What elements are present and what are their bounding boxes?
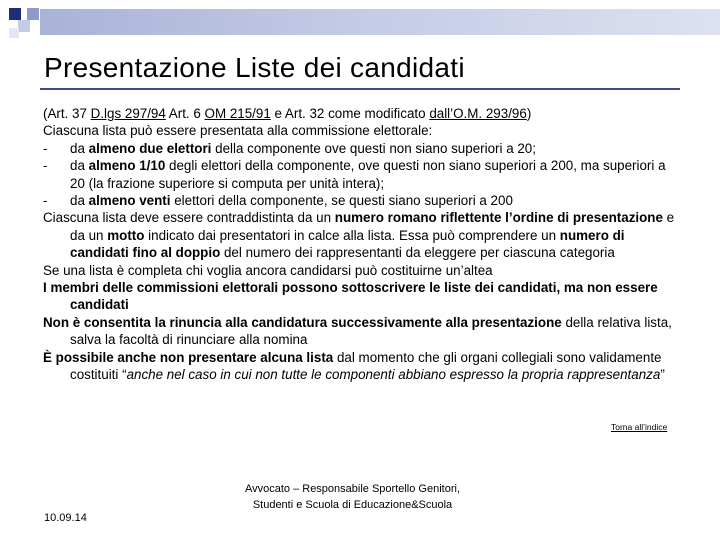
para-text: dal momento che gli organi collegiali sono validamente costituiti “ <box>70 349 662 383</box>
slide-body <box>43 105 683 384</box>
paragraph-commission <box>43 279 683 314</box>
para-italic: anche nel caso in cui non tutte le componenti abbiano espresso la propria rappresentanza <box>126 367 661 383</box>
item-text: da <box>70 193 89 209</box>
intro-line: Ciascuna lista può essere presentata alla commissione elettorale: <box>43 123 433 139</box>
bullet-dash: - <box>43 140 48 156</box>
paragraph-list-id <box>43 209 683 261</box>
item-bold: almeno venti <box>88 193 171 209</box>
ref-text: Art. 6 <box>165 106 205 121</box>
ref-text: e Art. 32 come modificato <box>270 106 430 121</box>
deco-square-light <box>18 20 30 32</box>
ref-link-om[interactable]: OM 215/91 <box>204 106 271 121</box>
deco-square-mid <box>27 8 39 20</box>
legal-references <box>43 105 683 122</box>
slide-date: 10.09.14 <box>44 512 87 524</box>
slide-footer: Avvocato – Responsabile Sportello Genitori, Studenti e Scuola di Educazione&Scuola <box>244 483 461 511</box>
para-text: ” <box>660 367 665 383</box>
title-rule <box>40 88 680 90</box>
list-item <box>43 192 683 209</box>
para-text: e da un <box>70 210 675 243</box>
para-text: della relativa lista, salva la facoltà di rinunciare alla nomina <box>70 314 672 348</box>
slide-title: Presentazione Liste dei candidati <box>44 52 465 83</box>
para-bold: È possibile anche non presentare alcuna lista <box>43 349 334 365</box>
item-text: da <box>70 140 89 156</box>
paragraph-no-list <box>43 349 683 384</box>
para-text: Ciascuna lista deve essere contraddistinta da un <box>43 210 335 226</box>
bullet-dash: - <box>43 193 48 209</box>
item-text: degli elettori della componente, ove questi non siano superiori a 200, ma superiori a 20 (la frazione superiore si computa per unità intera); <box>70 158 666 191</box>
ref-link-om-293[interactable]: dall’O.M. 293/96 <box>429 106 527 121</box>
list-item <box>43 140 683 157</box>
item-text: elettori della componente, se questi siano superiori a 200 <box>170 193 513 209</box>
para-bold: motto <box>107 227 145 243</box>
item-text: della componente ove questi non siano superiori a 20; <box>211 140 536 156</box>
item-text: da <box>70 158 89 174</box>
deco-square-dark <box>9 8 21 20</box>
para-text: del numero dei rappresentanti da eleggere per ciascuna categoria <box>220 245 615 261</box>
para-bold: Non è consentita la rinuncia alla candidatura successivamente alla presentazione <box>43 314 562 330</box>
paragraph-new-list: Se una lista è completa chi voglia ancora candidarsi può costituirne un’altea <box>43 262 493 278</box>
back-to-index-link[interactable]: Torna all’indice <box>611 422 668 432</box>
para-bold: numero romano riflettente l’ordine di presentazione <box>334 210 663 226</box>
ref-link-dlgs[interactable]: D.lgs 297/94 <box>90 106 166 121</box>
deco-square-pale <box>9 28 19 38</box>
ref-text: ) <box>526 106 532 121</box>
bullet-dash: - <box>43 158 48 174</box>
para-text: indicato dai presentatori in calce alla lista. Essa può comprendere un <box>144 227 560 243</box>
item-bold: almeno 1/10 <box>88 158 166 174</box>
paragraph-withdrawal <box>43 314 683 349</box>
ref-text: (Art. 37 <box>43 106 91 121</box>
para-bold: numero di candidati fino al doppio <box>70 227 625 261</box>
header-band <box>40 9 720 35</box>
para-bold: I membri delle commissioni elettorali possono sottoscrivere le liste dei candidati, ma non essere candidati <box>43 280 658 313</box>
list-item <box>43 157 683 192</box>
item-bold: almeno due elettori <box>88 140 212 156</box>
